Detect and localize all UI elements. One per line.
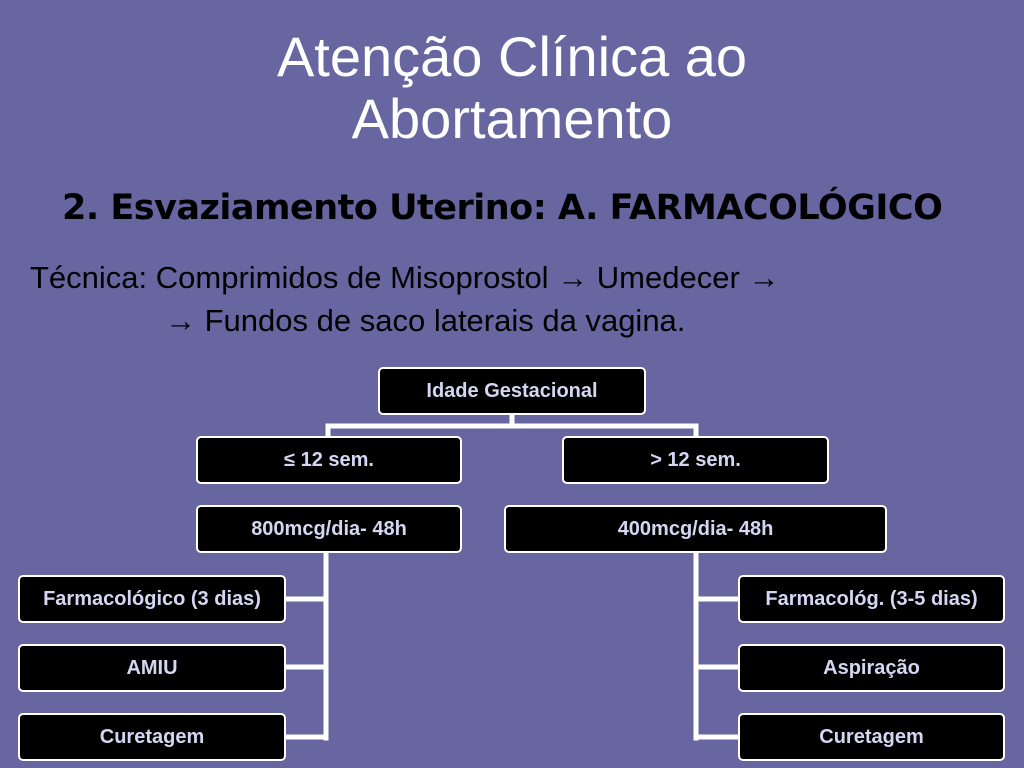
slide-title-line-1: Atenção Clínica ao [276, 25, 748, 88]
node-right-dose: 400mcg/dia- 48h [504, 505, 887, 553]
node-root: Idade Gestacional [378, 367, 646, 415]
slide-title-line-2: Abortamento [351, 87, 673, 150]
node-right-branch: > 12 sem. [562, 436, 829, 484]
node-left-branch: ≤ 12 sem. [196, 436, 462, 484]
node-left-option-1: Farmacológico (3 dias) [18, 575, 286, 623]
slide-subtitle: 2. Esvaziamento Uterino: A. FARMACOLÓGICO [62, 188, 943, 228]
technique-line-2: → Fundos de saco laterais da vagina. [165, 303, 686, 338]
node-left-option-3: Curetagem [18, 713, 286, 761]
technique-line-1: Técnica: Comprimidos de Misoprostol → Umedecer → [30, 260, 780, 295]
node-left-dose: 800mcg/dia- 48h [196, 505, 462, 553]
node-left-option-2: AMIU [18, 644, 286, 692]
node-right-option-1: Farmacológ. (3-5 dias) [738, 575, 1005, 623]
node-right-option-3: Curetagem [738, 713, 1005, 761]
node-right-option-2: Aspiração [738, 644, 1005, 692]
